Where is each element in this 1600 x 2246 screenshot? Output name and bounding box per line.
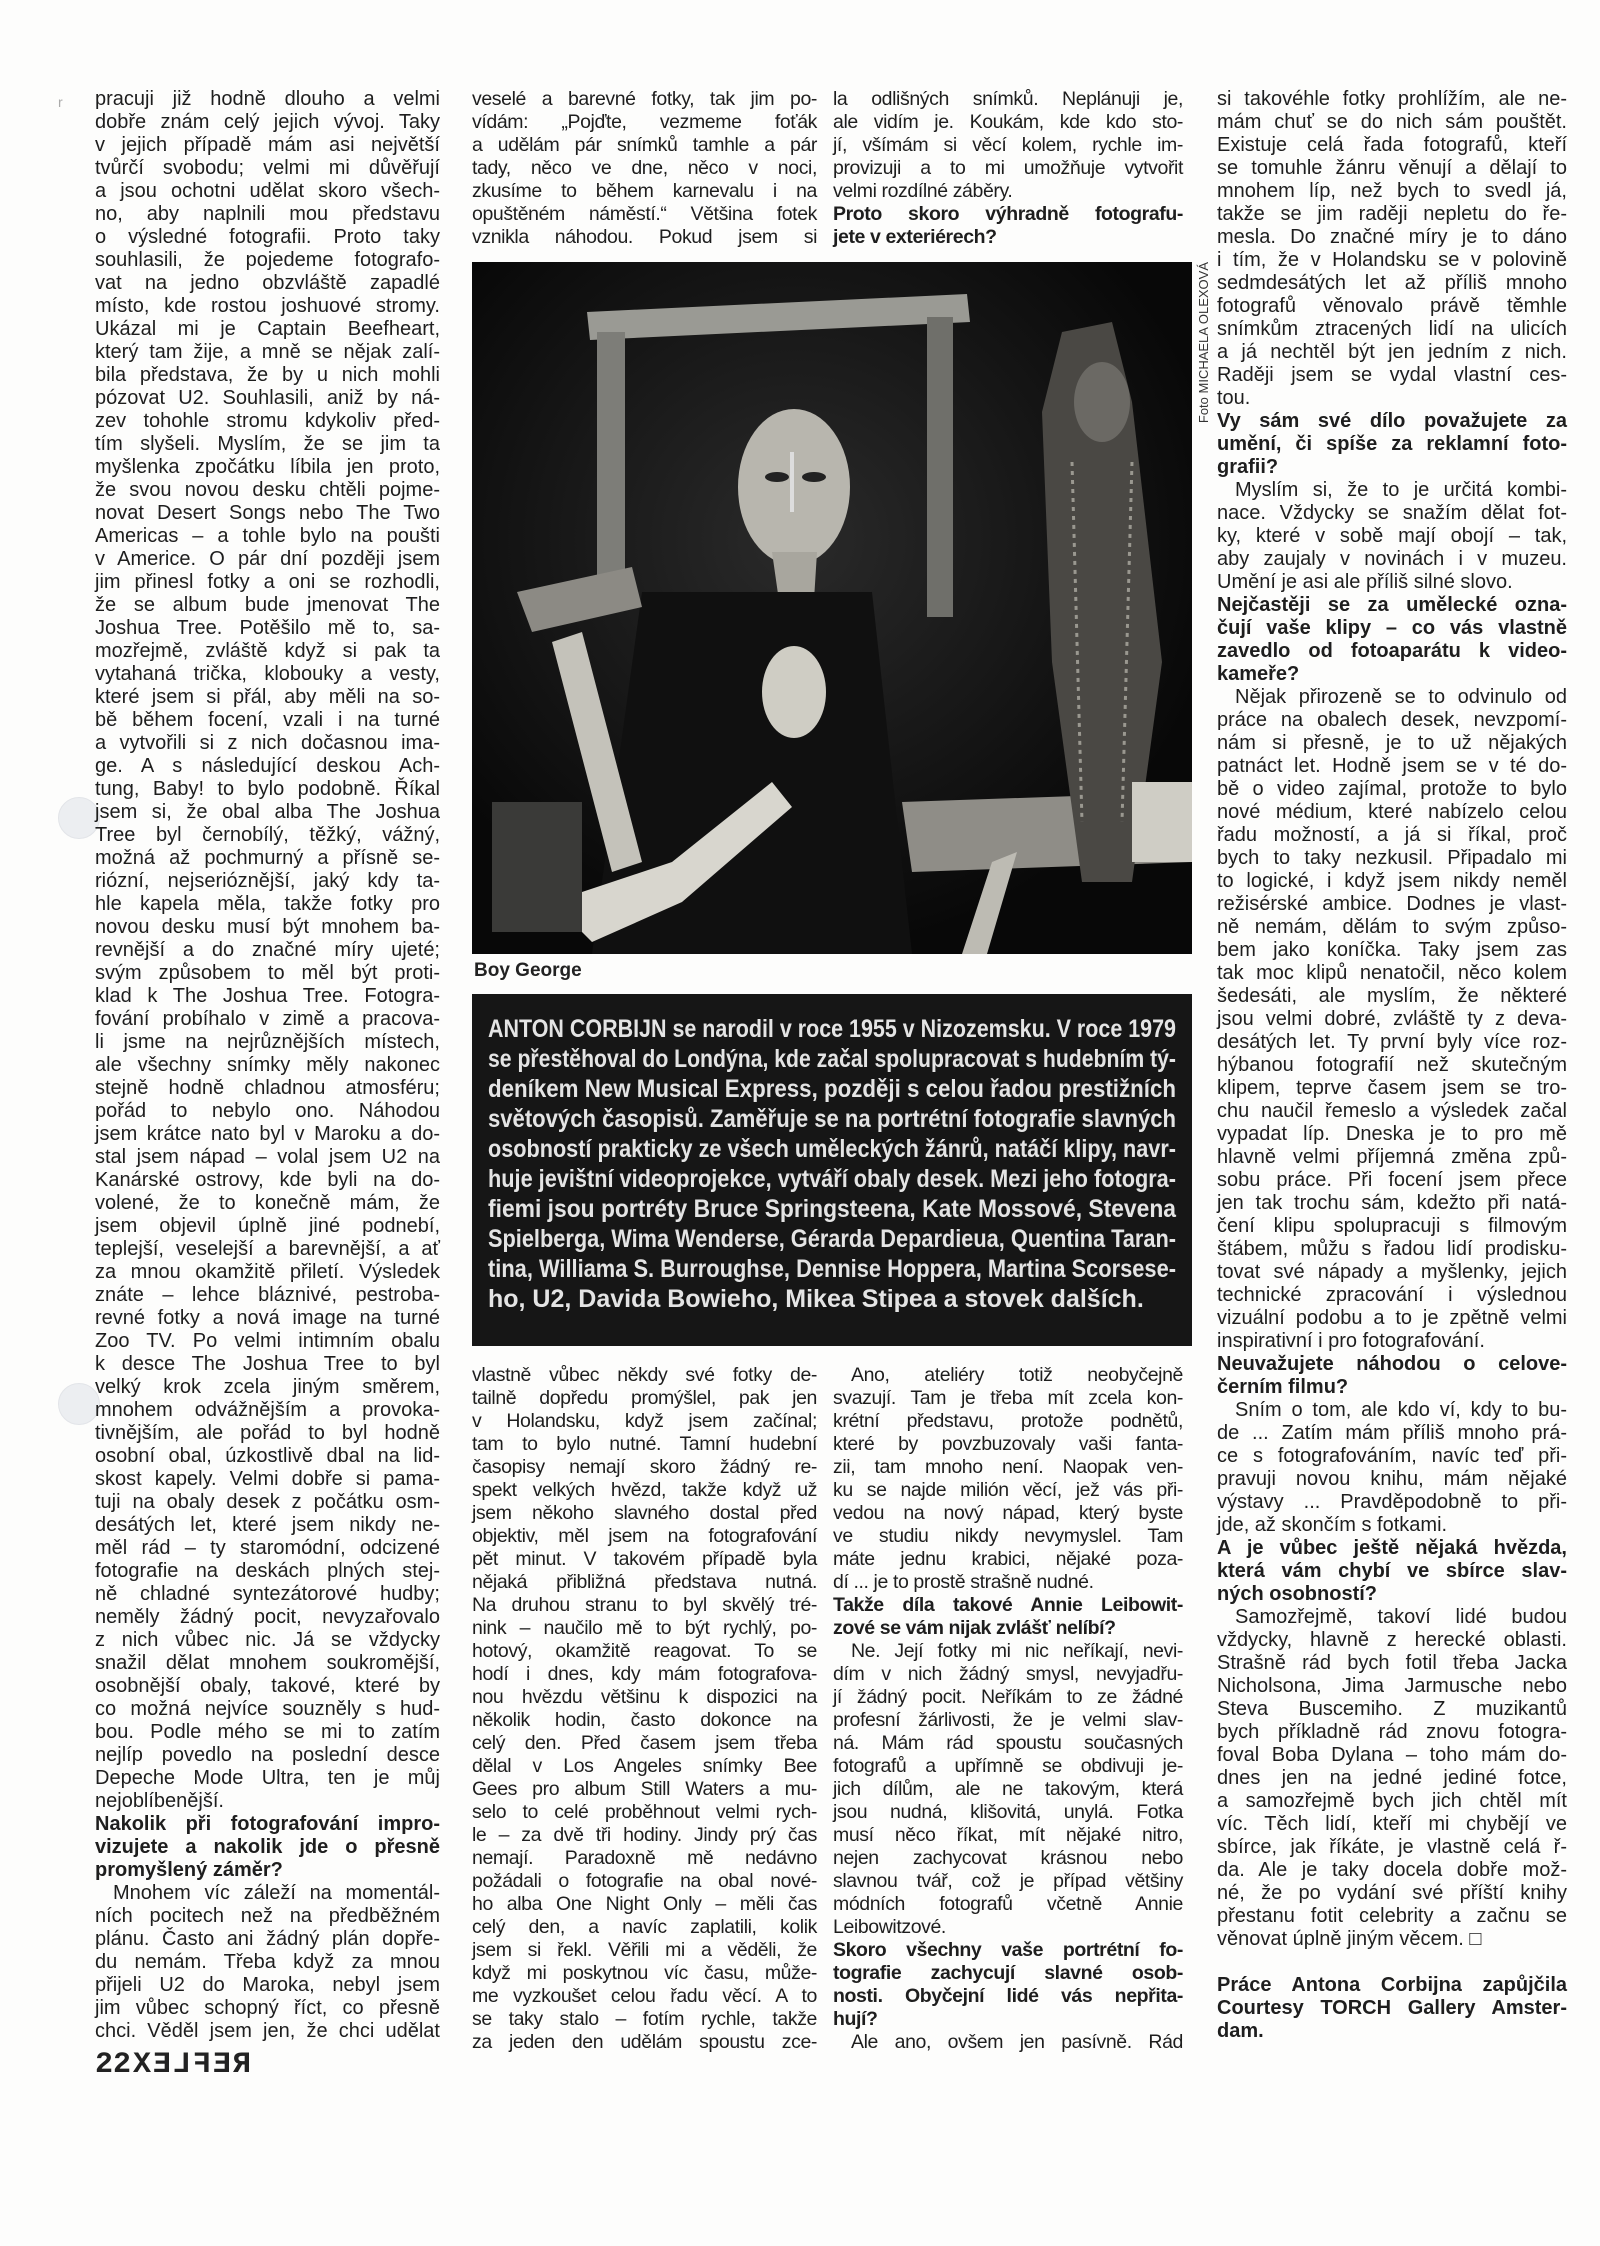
text-line: tou. xyxy=(1217,387,1251,409)
text-line: Ukázal mi je Captain Beefheart, xyxy=(95,318,440,340)
paragraph xyxy=(1217,686,1567,1353)
paragraph xyxy=(833,1364,1183,1594)
text-line: ge. A s následující deskou Ach- xyxy=(95,755,440,777)
text-line: Americas – a tohle bylo na poušti xyxy=(95,525,440,547)
text-line: řadu možností, a já si říkal, proč xyxy=(1217,824,1567,846)
text-line: snímkům ztracených lidí na ulicích xyxy=(1217,318,1567,340)
text-line: sobu práce. Při focení jsem přece xyxy=(1217,1169,1567,1191)
text-line: teplejší, veselejší a barevnější, a ať xyxy=(95,1238,440,1260)
text-line: celý den. Před časem jsem třeba xyxy=(472,1732,817,1754)
text-line: vizujete a nakolik jde o přesně xyxy=(95,1836,440,1858)
text-line: čení klipu spolupracuji s filmovým xyxy=(1217,1215,1567,1237)
text-line: tak moc klipů nenatočil, něco kolem xyxy=(1217,962,1567,984)
text-line: stejně hodně chladnou atmosféru; xyxy=(95,1077,440,1099)
paragraph xyxy=(833,88,1183,203)
text-line: neměly žádný pocit, nevyzařovalo xyxy=(95,1606,440,1628)
text-line: bě během focení, vzali i na turné xyxy=(95,709,440,731)
text-line: vždycky, hlavně z herecké oblasti. xyxy=(1217,1629,1567,1651)
text-line: požádali o fotografie na obal nové- xyxy=(472,1870,817,1892)
photo-image xyxy=(472,262,1192,954)
text-line: velmi rozdílné záběry. xyxy=(833,180,1013,202)
text-line: bou. Podle mého se mi to zatím xyxy=(95,1721,440,1743)
text-line: jsem objevil úplně jiné podnebí, xyxy=(95,1215,440,1237)
paragraph xyxy=(1217,479,1567,594)
text-line: černím filmu? xyxy=(1217,1376,1349,1398)
text-line: ce s fotografováním, navíc teď při- xyxy=(1217,1445,1567,1467)
text-line: fotografů věnovalo právě těmhle xyxy=(1217,295,1567,317)
text-line: módních fotografů včetně Annie xyxy=(833,1893,1183,1915)
text-line: ale vidím je. Koukám, kde kdo sto- xyxy=(833,111,1183,133)
text-line: měl rád – ty staromódní, odcizené xyxy=(95,1537,440,1559)
text-line: kameře? xyxy=(1217,663,1300,685)
text-line: hotový, okamžitě reagovat. To se xyxy=(472,1640,817,1662)
text-line: dím v nich žádný smysl, nevyjadřu- xyxy=(833,1663,1183,1685)
text-line: tuji na obaly desek z počátku osm- xyxy=(95,1491,440,1513)
text-line: fování probíhalo v zimě a pracova- xyxy=(95,1008,440,1030)
paragraph xyxy=(95,88,440,1813)
text-line: zavedlo od fotoaparátu k video- xyxy=(1217,640,1567,662)
bio-line: deníkem New Musical Express, později s celou řadou prestižních xyxy=(488,1075,1176,1103)
text-line: veselé a barevné fotky, tak jim po- xyxy=(472,88,817,110)
punch-hole xyxy=(58,797,100,839)
text-line: novat Desert Songs nebo The Two xyxy=(95,502,440,524)
text-line: časopisy nemají skoro žádný re- xyxy=(472,1456,817,1478)
scan-mark: r xyxy=(58,94,63,110)
text-line: novou desku musí být mnohem ba- xyxy=(95,916,440,938)
text-line: možná až pochmurný a přísně se- xyxy=(95,847,440,869)
text-line: a udělám pár snímků tamhle a pár xyxy=(472,134,817,156)
text-line: Leibowitzové. xyxy=(833,1916,946,1938)
text-line: znáte – lehce bláznivé, pestroba- xyxy=(95,1284,440,1306)
text-line: ně nemám, dělám to svým způso- xyxy=(1217,916,1567,938)
text-line: jí, všímám si věcí kolem, rychle im- xyxy=(833,134,1183,156)
text-line: režisérské ambice. Dodnes je vlast- xyxy=(1217,893,1567,915)
text-line: Skoro všechny vaše portrétní fo- xyxy=(833,1939,1183,1961)
text-line: jete v exteriérech? xyxy=(833,226,997,248)
text-line: bych příkladně rád znovu fotogra- xyxy=(1217,1721,1567,1743)
photo-caption: Boy George xyxy=(474,960,582,981)
text-line: jsou velmi dobré, zvláště ty z deva- xyxy=(1217,1008,1567,1030)
bio-line: Spielberga, Wima Wenderse, Gérarda Depardieua, Quentina Taran- xyxy=(488,1225,1176,1253)
text-line: me vyzkoušet celou řadu věcí. A to xyxy=(472,1985,817,2007)
text-line: ná. Mám rád spoustu současných xyxy=(833,1732,1183,1754)
text-line: čují vaše klipy – co vás vlastně xyxy=(1217,617,1567,639)
text-line: Nejčastěji se za umělecké ozna- xyxy=(1217,594,1567,616)
text-line: nejoblíbenější. xyxy=(95,1790,224,1812)
text-line: jen tak trochu sám, kdežto při natá- xyxy=(1217,1192,1567,1214)
text-line: revnější a do značné míry ujeté; xyxy=(95,939,440,961)
text-line: Joshua Tree. Potěšilo mě to, sa- xyxy=(95,617,440,639)
text-line: několik hodin, často dokonce na xyxy=(472,1709,817,1731)
text-line: že svou novou desku chtěli pojme- xyxy=(95,479,440,501)
text-line: k desce The Joshua Tree to byl xyxy=(95,1353,440,1375)
text-line: i tím, že v Holandsku se v polovině xyxy=(1217,249,1567,271)
text-line: snažil dělat mnohem soukromější, xyxy=(95,1652,440,1674)
page-footer xyxy=(95,2048,251,2082)
text-line: nink – naučilo mě to být rychlý, po- xyxy=(472,1617,817,1639)
paragraph xyxy=(1217,88,1567,410)
text-line: jich dílům, ale ne takovým, která xyxy=(833,1778,1183,1800)
text-line: plánu. Často ani žádný plán dopře- xyxy=(95,1928,440,1950)
text-line: vedou na nový nápad, který byste xyxy=(833,1502,1183,1524)
text-line: hle kapela měla, takže fotky pro xyxy=(95,893,440,915)
text-line: takže se jim raději nepletu do ře- xyxy=(1217,203,1567,225)
text-line: jsou nudná, klišovitá, unylá. Fotka xyxy=(833,1801,1183,1823)
column-3-top xyxy=(833,88,1183,249)
text-line: že se album bude jmenovat The xyxy=(95,594,440,616)
text-line: práce na obalech desek, nevzpomí- xyxy=(1217,709,1567,731)
punch-hole xyxy=(58,1383,100,1425)
text-line: objektiv, měl jsem na fotografování xyxy=(472,1525,817,1547)
text-line: zové se vám nijak zvlášť nelíbí? xyxy=(833,1617,1116,1639)
text-line: osobní obal, úzkostlivě dbal na lid- xyxy=(95,1445,440,1467)
text-line: hodí i dnes, kdy mám fotografova- xyxy=(472,1663,817,1685)
text-line: si takovéhle fotky prohlížím, ale ne- xyxy=(1217,88,1567,110)
text-line: o výsledné fotografii. Proto taky xyxy=(95,226,440,248)
text-line: skost kapely. Velmi dobře si pama- xyxy=(95,1468,440,1490)
text-line: Courtesy TORCH Gallery Amster- xyxy=(1217,1997,1567,2019)
text-line: pět minut. V takovém případě byla xyxy=(472,1548,817,1570)
text-line: štábem, můžu s řadou lidí prodisku- xyxy=(1217,1238,1567,1260)
text-line: vat na jedno obzvláště zapadlé xyxy=(95,272,440,294)
text-line: provizuji a to mi umožňuje vytvořit xyxy=(833,157,1183,179)
interview-question xyxy=(1217,1353,1567,1399)
text-line: bila představa, že by u nich mohli xyxy=(95,364,440,386)
text-line: fotografie na deskách plných stej- xyxy=(95,1560,440,1582)
image-credits xyxy=(1217,1974,1567,2043)
text-line: to logické, i když jsem nikdy neměl xyxy=(1217,870,1567,892)
text-line: klad k The Joshua Tree. Fotogra- xyxy=(95,985,440,1007)
text-line: Ne. Její fotky mi nic neříkají, nevi- xyxy=(851,1640,1183,1662)
text-line: Mnohem víc záleží na momentál- xyxy=(113,1882,440,1904)
text-line: Na druhou stranu to byl skvělý tré- xyxy=(472,1594,817,1616)
text-line: přestanu fotit celebrity a začnu se xyxy=(1217,1905,1567,1927)
text-line: Existuje celá řada fotografů, kteří xyxy=(1217,134,1567,156)
text-line: osobnější obaly, takové, které by xyxy=(95,1675,440,1697)
text-line: přijeli U2 do Maroka, nebyl jsem xyxy=(95,1974,440,1996)
column-1 xyxy=(95,88,440,2043)
text-line: ně chladné syntezátorové hudby; xyxy=(95,1583,440,1605)
paragraph xyxy=(95,1882,440,2043)
column-3-bottom xyxy=(833,1364,1183,2054)
text-line: a samozřejmě bych jich chtěl mít xyxy=(1217,1790,1567,1812)
bio-line: osobností prakticky ze všech uměleckých žánrů, natáčí klipy, navr- xyxy=(488,1135,1176,1163)
bio-line: tina, Williama S. Burroughse, Dennise Hoppera, Martina Scorsese- xyxy=(488,1255,1176,1283)
text-line: jí žádný pocit. Neříkám to ze žádné xyxy=(833,1686,1183,1708)
bio-line: fiemi jsou portréty Bruce Springsteena, Kate Mossové, Stevena xyxy=(488,1195,1176,1223)
bio-line: světových časopisů. Zaměřuje se na portrétní fotografie slavných xyxy=(488,1105,1176,1133)
text-line: Vy sám své dílo považujete za xyxy=(1217,410,1567,432)
text-line: jde, až skončím s fotkami. xyxy=(1217,1514,1448,1536)
paragraph xyxy=(833,1640,1183,1939)
text-line: se taky stalo – fotím rychle, takže xyxy=(472,2008,817,2030)
text-line: vizuální podobu a to je zpětně velmi xyxy=(1217,1307,1567,1329)
text-line: krétní představu, protože podnětů, xyxy=(833,1410,1183,1432)
text-line: který tam žije, a mně se nějak zalí- xyxy=(95,341,440,363)
text-line: celý den, a navíc zaplatili, kolik xyxy=(472,1916,817,1938)
text-line: hýbanou fotografií než skutečným xyxy=(1217,1054,1567,1076)
text-line: hlavně velmi příjemná změna způ- xyxy=(1217,1146,1567,1168)
text-line: věnovat úplně jiným věcem. □ xyxy=(1217,1928,1482,1950)
text-line: které jsem si přál, aby měli na so- xyxy=(95,686,440,708)
text-line: nejlíp povedlo na poslední desce xyxy=(95,1744,440,1766)
text-line: pořád to nebylo ono. Náhodou xyxy=(95,1100,440,1122)
text-line: selo to celé proběhnout velmi rych- xyxy=(472,1801,817,1823)
text-line: dnes jen na jedné jediné fotce, xyxy=(1217,1767,1567,1789)
text-line: sedmdesátých let až příliš mnoho xyxy=(1217,272,1567,294)
text-line: svazují. Tam je třeba mít zcela kon- xyxy=(833,1387,1183,1409)
text-line: zii, tam mnoho není. Naopak ven- xyxy=(833,1456,1183,1478)
text-line: svým způsobem to měl být proti- xyxy=(95,962,440,984)
text-line: ale všechny snímky měly nakonec xyxy=(95,1054,440,1076)
text-line: nové médium, které nabízelo celou xyxy=(1217,801,1567,823)
interview-question xyxy=(833,1594,1183,1640)
text-line: Samozřejmě, takoví lidé budou xyxy=(1235,1606,1567,1628)
text-line: Kanárské ostrovy, kde byli na do- xyxy=(95,1169,440,1191)
text-line: ky, které v sobě mají obojí – tak, xyxy=(1217,525,1567,547)
text-line: dělal v Los Angeles snímky Bee xyxy=(472,1755,817,1777)
text-line: Takže díla takové Annie Leibowit- xyxy=(833,1594,1183,1616)
text-line: desátých let. Ty první byly více roz- xyxy=(1217,1031,1567,1053)
text-line: bě o video zajímal, protože to bylo xyxy=(1217,778,1567,800)
text-line: se tomuhle žánru věnují a dělají to xyxy=(1217,157,1567,179)
text-line: velký krok zcela jiným směrem, xyxy=(95,1376,440,1398)
text-line: tady, něco ve dne, něco v noci, xyxy=(472,157,817,179)
text-line: riózní, nejserióznější, jaký kdy ta- xyxy=(95,870,440,892)
bio-line: huje jevištní videoprojekce, vytváří obaly desek. Mezi jeho fotogra- xyxy=(488,1165,1176,1193)
text-line: A je vůbec ještě nějaká hvězda, xyxy=(1217,1537,1567,1559)
text-line: jsem někoho slavného dostal před xyxy=(472,1502,817,1524)
text-line: Sním o tom, ale kdo ví, kdy to bu- xyxy=(1235,1399,1567,1421)
text-line: revné fotky a nová image na turné xyxy=(95,1307,440,1329)
text-line: Depeche Mode Ultra, ten je můj xyxy=(95,1767,440,1789)
text-line: ných osobností? xyxy=(1217,1583,1377,1605)
text-line: dobře znám celý jejich vývoj. Taky xyxy=(95,111,440,133)
text-line: chu naučil řemeslo a výsledek začal xyxy=(1217,1100,1567,1122)
text-line: tung, Baby! to bylo podobně. Říkal xyxy=(95,778,440,800)
paragraph xyxy=(1217,1399,1567,1537)
text-line: hují? xyxy=(833,2008,878,2030)
text-line: musí něco říkat, mít nějaké nitro, xyxy=(833,1824,1183,1846)
column-2-top xyxy=(472,88,817,249)
text-line: nou hvězdu většinu k dispozici na xyxy=(472,1686,817,1708)
text-line: Nakolik při fotografování impro- xyxy=(95,1813,440,1835)
text-line: nejen zachycovat krásnou nebo xyxy=(833,1847,1183,1869)
page-number: 22 xyxy=(95,2048,132,2082)
text-line: mesla. Do značné míry je to dáno xyxy=(1217,226,1567,248)
bio-line: ANTON CORBIJN se narodil v roce 1955 v Nizozemsku. V roce 1979 xyxy=(488,1015,1176,1043)
text-line: jsem krátce nato byl v Maroku a do- xyxy=(95,1123,440,1145)
text-line: výstavy ... Pravděpodobně to při- xyxy=(1217,1491,1567,1513)
interview-question xyxy=(95,1813,440,1882)
text-line: Tree byl černobílý, těžký, vážný, xyxy=(95,824,440,846)
text-line: volené, že to konečně mám, že xyxy=(95,1192,440,1214)
text-line: dam. xyxy=(1217,2020,1264,2042)
text-line: Gees pro album Still Waters a mu- xyxy=(472,1778,817,1800)
text-line: jim vůbec schopný říct, co přesně xyxy=(95,1997,440,2019)
text-line: nějaká přibližná představa nutná. xyxy=(472,1571,817,1593)
text-line: která vám chybí ve sbírce slav- xyxy=(1217,1560,1567,1582)
column-4 xyxy=(1217,88,1567,2043)
text-line: spekt velkých hvězd, takže když už xyxy=(472,1479,817,1501)
text-line: vypadat líp. Dneska je to pro mě xyxy=(1217,1123,1567,1145)
text-line: vytahaná trička, klobouky a vesty, xyxy=(95,663,440,685)
text-line: šedesáti, ale myslím, že některé xyxy=(1217,985,1567,1007)
text-line: Strašně rád bych fotil třeba Jacka xyxy=(1217,1652,1567,1674)
text-line: za mnou okamžitě přiletí. Výsledek xyxy=(95,1261,440,1283)
text-line: tivnějším, ale pořád to byl hodně xyxy=(95,1422,440,1444)
text-line: chci. Věděl jsem jen, že chci udělat xyxy=(95,2020,440,2042)
text-line: technické zpracování i výslednou xyxy=(1217,1284,1567,1306)
text-line: Ano, ateliéry totiž neobyčejně xyxy=(851,1364,1183,1386)
text-line: jsem si, že obal alba The Joshua xyxy=(95,801,440,823)
magazine-logo: REFLEX xyxy=(131,2048,252,2082)
text-line: víc. Těch lidí, kteří mi chybějí ve xyxy=(1217,1813,1567,1835)
text-line: nám si přesně, je to už nějakých xyxy=(1217,732,1567,754)
interview-question xyxy=(833,203,1183,249)
text-line: Myslím si, že to je určitá kombi- xyxy=(1235,479,1567,501)
bio-line: ho, U2, Davida Bowieho, Mikea Stipea a stovek dalších. xyxy=(488,1285,1144,1313)
biography-box xyxy=(472,994,1192,1346)
text-line: mám chuť se do nich sám pouštět. xyxy=(1217,111,1567,133)
text-line: klipem, teprve časem jsem se tro- xyxy=(1217,1077,1567,1099)
text-line: co možná nejvíce souzněly s hud- xyxy=(95,1698,440,1720)
text-line: ho alba One Night Only – měli čas xyxy=(472,1893,817,1915)
interview-question xyxy=(833,1939,1183,2031)
text-line: mnohem líp, než bych to svedl já, xyxy=(1217,180,1567,202)
text-line: du nemám. Třeba když za mnou xyxy=(95,1951,440,1973)
text-line: Ale ano, ovšem jen pasívně. Rád xyxy=(851,2031,1183,2053)
text-line: z nich vůbec nic. Já se vždycky xyxy=(95,1629,440,1651)
text-line: když mi poskytnou víc času, může- xyxy=(472,1962,817,1984)
text-line: pózovat U2. Souhlasili, aniž by ná- xyxy=(95,387,440,409)
text-line: pravuji novou knihu, mám nějaké xyxy=(1217,1468,1567,1490)
text-line: li jsme na nejrůznějších místech, xyxy=(95,1031,440,1053)
text-line: mnohem odvážnějším a provoka- xyxy=(95,1399,440,1421)
text-line: máte jednu krabici, nějaké poza- xyxy=(833,1548,1183,1570)
text-line: nace. Vždycky se snažím dělat fot- xyxy=(1217,502,1567,524)
text-line: v Holandsku, když jsem začínal; xyxy=(472,1410,817,1432)
text-line: které by povzbuzovaly vaši fanta- xyxy=(833,1433,1183,1455)
text-line: opuštěném náměstí.“ Většina fotek xyxy=(472,203,817,225)
text-line: za jeden den udělám spoustu zce- xyxy=(472,2031,817,2053)
text-line: bem jako koníčka. Taky jsem zas xyxy=(1217,939,1567,961)
text-line: foval Boba Dylana – toho mám do- xyxy=(1217,1744,1567,1766)
text-line: tovat své nápady a myšlenky, jejich xyxy=(1217,1261,1567,1283)
text-line: tailně dopředu promýšlel, pak jen xyxy=(472,1387,817,1409)
text-line: pracuji již hodně dlouho a velmi xyxy=(95,88,440,110)
text-line: fotografů a upřímně se obdivuji je- xyxy=(833,1755,1183,1777)
text-line: mozřejmě, zvláště když si pak ta xyxy=(95,640,440,662)
text-line: a vytvořili si z nich dočasnou ima- xyxy=(95,732,440,754)
text-line: de ... Zatím mám příliš mnoho prá- xyxy=(1217,1422,1567,1444)
paragraph xyxy=(472,1364,817,2054)
text-line: ve studiu nikdy nevymyslel. Tam xyxy=(833,1525,1183,1547)
text-line: vídám: „Pojďte, vezmeme foťák xyxy=(472,111,817,133)
text-line: umění, či spíše za reklamní foto- xyxy=(1217,433,1567,455)
text-line: Neuvažujete náhodou o celove- xyxy=(1217,1353,1567,1375)
photo-credit: Foto MICHAELA OLEXOVÁ xyxy=(1196,262,1211,424)
text-line: tam to bylo nutné. Tamní hudební xyxy=(472,1433,817,1455)
text-line: Proto skoro výhradně fotografu- xyxy=(833,203,1183,225)
text-line: né, že po vydání své příští knihy xyxy=(1217,1882,1567,1904)
portrait-photo xyxy=(472,262,1192,954)
text-line: myšlenka zpočátku líbila jen proto, xyxy=(95,456,440,478)
bio-line: se přestěhoval do Londýna, kde začal spolupracovat s hudebním tý- xyxy=(488,1045,1176,1073)
text-line: aby zaujaly v novinách i v muzeu. xyxy=(1217,548,1567,570)
interview-question xyxy=(1217,594,1567,686)
text-line: jsem si řekl. Věřili mi a věděli, že xyxy=(472,1939,817,1961)
paragraph xyxy=(833,2031,1183,2054)
text-line: bych to taky nezkusil. Připadalo mi xyxy=(1217,847,1567,869)
text-line: sbírce, jak říkáte, je vlastně celá ř- xyxy=(1217,1836,1567,1858)
text-line: promyšlený záměr? xyxy=(95,1859,283,1881)
interview-question xyxy=(1217,410,1567,479)
text-line: zkusíme to během karnevalu i na xyxy=(472,180,817,202)
paragraph xyxy=(472,88,817,249)
text-line: zev tohohle stromu kdykoliv před- xyxy=(95,410,440,432)
text-line: vznikla náhodou. Pokud jsem si xyxy=(472,226,817,248)
text-line: tografie zachycují slavné osob- xyxy=(833,1962,1183,1984)
text-line: a já nechtěl být jen jedním z nich. xyxy=(1217,341,1567,363)
text-line: Nějak přirozeně se to odvinulo od xyxy=(1235,686,1567,708)
text-line: a jsou ochotni udělat skoro všech- xyxy=(95,180,440,202)
text-line: slavnou tvář, což je případ většiny xyxy=(833,1870,1183,1892)
text-line: Raději jsem se vydal vlastní ces- xyxy=(1217,364,1567,386)
text-line: inspirativní i pro fotografování. xyxy=(1217,1330,1485,1352)
text-line: le – za dvě tři hodiny. Jindy prý čas xyxy=(472,1824,817,1846)
text-line: Zoo TV. Po velmi intimním obalu xyxy=(95,1330,440,1352)
text-line: ních pocitech než na předběžném xyxy=(95,1905,440,1927)
text-line: no, aby naplnili mou představu xyxy=(95,203,440,225)
text-line: patnáct let. Hodně jsem se v té do- xyxy=(1217,755,1567,777)
text-line: nosti. Obyčejní lidé vás nepřita- xyxy=(833,1985,1183,2007)
paragraph xyxy=(1217,1606,1567,1951)
text-line: Steva Buscemiho. Z muzikantů xyxy=(1217,1698,1567,1720)
text-line: Práce Antona Corbijna zapůjčila xyxy=(1217,1974,1567,1996)
text-line: jim přinesl fotky a oni se rozhodli, xyxy=(95,571,440,593)
text-line: tvůrčí svobodu; velmi mi důvěřují xyxy=(95,157,440,179)
text-line: místo, kde rostou joshuové stromy. xyxy=(95,295,440,317)
text-line: tím slyšeli. Myslím, že se jim ta xyxy=(95,433,440,455)
text-line: dí ... je to prostě strašně nudné. xyxy=(833,1571,1094,1593)
text-line: grafii? xyxy=(1217,456,1279,478)
text-line: v jejich případě mám asi největší xyxy=(95,134,440,156)
text-line: v Americe. O pár dní později jsem xyxy=(95,548,440,570)
text-line: nemají. Paradoxně mě nedávno xyxy=(472,1847,817,1869)
text-line: stal jsem nápad – volal jsem U2 na xyxy=(95,1146,440,1168)
text-line: da. Ale je taky docela dobře mož- xyxy=(1217,1859,1567,1881)
text-line: Umění je asi ale příliš silné slovo. xyxy=(1217,571,1513,593)
text-line: ku se najde milión věcí, jež vás při- xyxy=(833,1479,1183,1501)
column-2-bottom xyxy=(472,1364,817,2054)
text-line: profesní žárlivosti, že je velmi slav- xyxy=(833,1709,1183,1731)
text-line: souhlasili, že pojedeme fotografo- xyxy=(95,249,440,271)
text-line: Nicholsona, Jima Jarmusche nebo xyxy=(1217,1675,1567,1697)
text-line: vlastně vůbec někdy své fotky de- xyxy=(472,1364,817,1386)
text-line: desátých let, které jsem nikdy ne- xyxy=(95,1514,440,1536)
interview-question xyxy=(1217,1537,1567,1606)
text-line: la odlišných snímků. Neplánuji je, xyxy=(833,88,1183,110)
